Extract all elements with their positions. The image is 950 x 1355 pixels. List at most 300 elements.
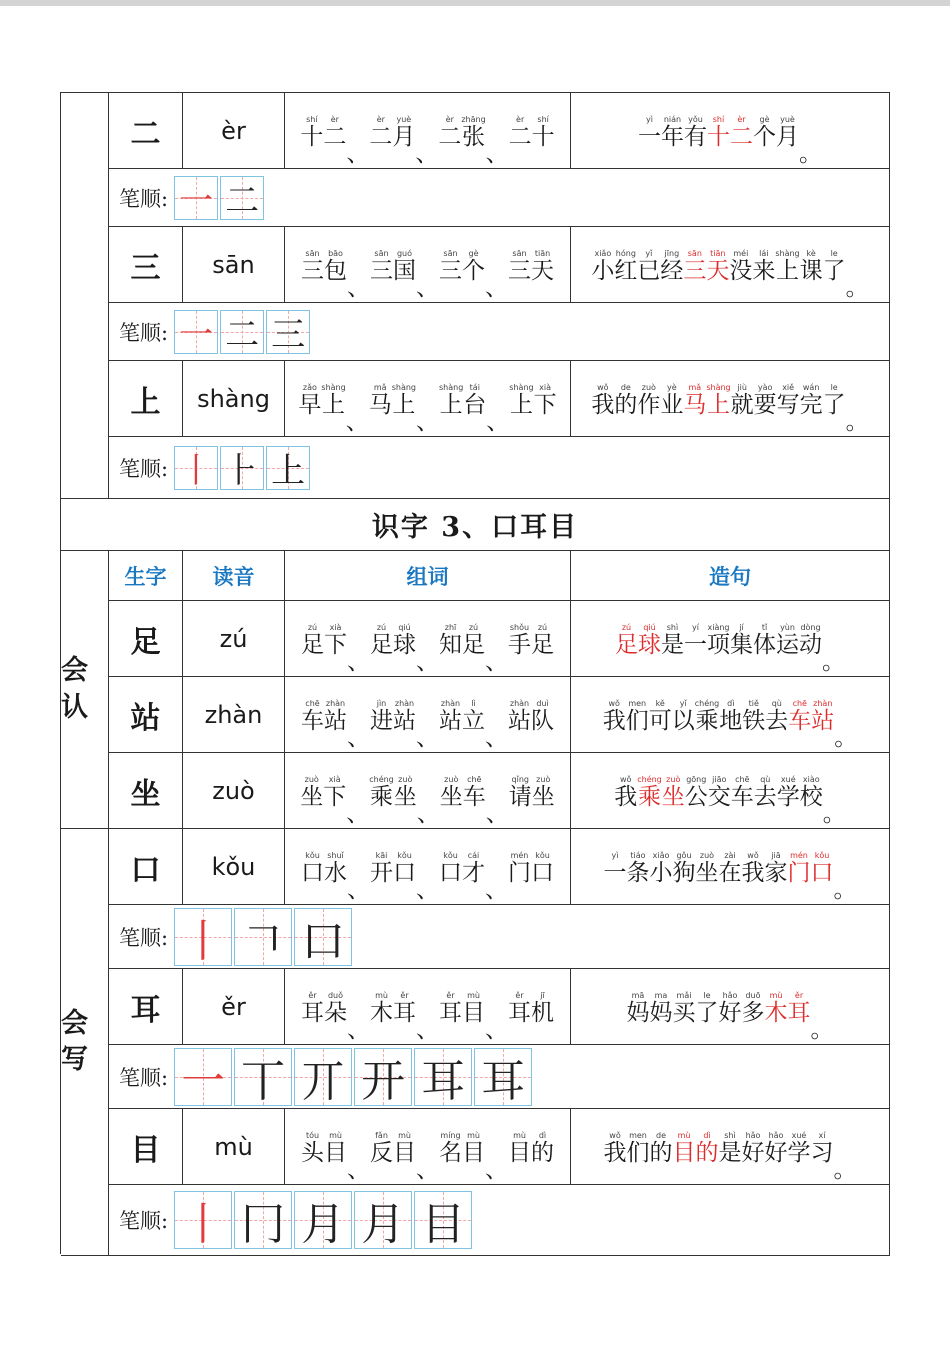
pinyin-annotation: zuò [536,774,551,784]
hanzi: 妈 [649,999,673,1026]
ruby-char [753,113,776,149]
ruby-char [531,1129,554,1165]
ruby-char [719,989,742,1025]
character-pinyin: zhàn [183,677,285,753]
hanzi: 是 [718,1139,742,1166]
pinyin-annotation: ěr [400,990,409,1000]
ruby-char [696,1129,719,1165]
ruby-char [532,113,555,149]
stroke-box [220,446,264,490]
hanzi: 坐 [661,783,685,810]
word-separator: 、 [416,725,439,751]
ruby-char [462,989,485,1025]
ruby-char [462,1129,485,1165]
ruby-char [393,247,416,283]
pinyin-annotation: mén [510,850,529,860]
ruby-char [730,621,753,657]
sentence-punctuation: 。 [833,877,857,903]
pinyin-annotation: kě [655,698,665,708]
word-list-cell [285,753,571,829]
hanzi: 个 [753,123,776,150]
pinyin-annotation: kǒu [443,850,458,860]
word-list-cell [285,677,571,753]
ruby-char [508,621,531,657]
ruby-char [301,989,324,1025]
stroke-step: 丨 [179,451,214,491]
hanzi: 站 [393,707,416,734]
ruby-char [439,697,462,733]
word-separator: 、 [485,725,508,751]
pinyin-annotation: shàng [439,382,464,392]
hanzi: 目 [672,1139,696,1166]
hanzi: 队 [531,707,554,734]
pinyin-annotation: chéng [694,698,720,708]
sentence-punctuation: 。 [799,141,822,167]
hanzi: 年 [661,123,684,150]
pinyin-annotation: míng [440,1130,461,1140]
stroke-order-row [109,1045,890,1109]
pinyin-annotation: zú [621,622,632,632]
ruby-char [614,381,637,417]
ruby-char [708,773,731,809]
stroke-order-label: 笔顺: [119,320,169,345]
sentence-cell [571,227,890,303]
pinyin-annotation: kǒu [305,850,320,860]
word-separator: 、 [416,649,439,675]
pinyin-annotation: yào [757,382,773,392]
pinyin-annotation: tiān [710,248,726,258]
ruby-char [440,773,463,809]
ruby-char [370,1129,393,1165]
character: 目 [109,1109,183,1185]
column-header: 组词 [285,551,571,601]
word-separator: 、 [416,1017,439,1043]
word-separator: 、 [485,801,509,827]
word-list-cell [285,361,571,437]
hanzi: 经 [660,257,684,284]
hanzi: 好 [718,999,742,1026]
pinyin-annotation: sān [687,248,702,258]
hanzi: 好 [764,1139,788,1166]
pinyin-annotation: cái [467,850,480,860]
hanzi: 上 [775,257,799,284]
pinyin-annotation: tǐ [761,622,768,632]
hanzi: 了 [822,257,846,284]
character-pinyin: zú [183,601,285,677]
sentence-cell [571,601,890,677]
pinyin-annotation: èr [737,114,746,124]
hanzi: 耳 [787,999,811,1026]
pinyin-annotation: jiā [771,850,781,860]
stroke-order-label: 笔顺: [119,1065,169,1090]
ruby-char [742,989,765,1025]
ruby-char [661,113,684,149]
pinyin-annotation: yuè [396,114,412,124]
pinyin-annotation: lái [759,248,769,258]
hanzi: 木 [370,999,393,1026]
pinyin-annotation: xiě [782,382,795,392]
hanzi: 我 [591,391,615,418]
hanzi: 的 [614,391,638,418]
sentence-punctuation: 。 [810,1017,834,1043]
hanzi: 写 [776,391,800,418]
stroke-box [294,1048,352,1106]
hanzi: 红 [614,257,638,284]
hanzi: 站 [439,707,462,734]
pinyin-annotation: mù [513,1130,526,1140]
hanzi: 坐 [393,783,417,810]
hanzi: 我 [602,707,626,734]
pinyin-annotation: mù [769,990,783,1000]
ruby-char [683,381,706,417]
pinyin-annotation: èr [376,114,385,124]
hanzi: 的 [695,1139,719,1166]
hanzi: 的 [649,1139,673,1166]
ruby-char [626,697,649,733]
ruby-char [685,773,708,809]
hanzi: 立 [462,707,485,734]
sentence-punctuation: 。 [822,801,846,827]
pinyin-annotation: zài [724,850,736,860]
ruby-char [461,113,485,149]
hanzi: 完 [799,391,823,418]
ruby-char [775,247,799,283]
stroke-step: 三 [271,315,306,355]
hanzi: 包 [324,257,347,284]
character-pinyin: mù [183,1109,285,1185]
sentence-cell [571,93,890,169]
ruby-char [661,621,684,657]
hanzi: 三 [683,257,707,284]
ruby-char [673,989,696,1025]
pinyin-annotation: jiù [737,382,747,392]
hanzi: 机 [531,999,554,1026]
ruby-char [370,849,393,885]
ruby-char [604,1129,627,1165]
pinyin-annotation: nián [663,114,682,124]
pinyin-annotation: men [628,698,647,708]
stroke-order-row [109,169,890,227]
pinyin-annotation: gè [468,248,479,258]
ruby-char [300,773,323,809]
ruby-char [684,113,707,149]
pinyin-annotation: dì [727,698,735,708]
stroke-box [220,176,264,220]
character: 二 [109,93,183,169]
hanzi: 小 [591,257,615,284]
stroke-step: 丨 [181,1199,226,1250]
hanzi: 是 [661,631,684,658]
hanzi: 地 [719,707,743,734]
stroke-step: 丌 [301,1055,346,1107]
ruby-char [788,989,811,1025]
word-separator: 、 [416,1157,439,1183]
hanzi: 足 [301,631,324,658]
ruby-char [673,1129,696,1165]
hanzi: 十 [300,123,324,150]
ruby-char [719,697,742,733]
stroke-box [474,1048,532,1106]
ruby-char [637,247,660,283]
hanzi: 坐 [439,783,463,810]
character-pinyin: ěr [183,969,285,1045]
stroke-box [220,310,264,354]
ruby-char [531,247,554,283]
pinyin-annotation: shì [724,1130,736,1140]
hanzi: 二 [508,123,532,150]
ruby-char [649,697,672,733]
stroke-step: 月 [301,1199,346,1250]
ruby-char [731,381,754,417]
hanzi: 可 [648,707,672,734]
character: 足 [109,601,183,677]
pinyin-annotation: wǒ [620,774,632,784]
ruby-char [392,381,416,417]
word-separator: 、 [416,801,440,827]
ruby-char [439,621,462,657]
hanzi: 项 [707,631,730,658]
ruby-char [534,381,557,417]
pinyin-annotation: xiàng [707,622,730,632]
pinyin-annotation: xiào [802,774,820,784]
stroke-order-row [109,303,890,361]
word-separator: 、 [485,1157,508,1183]
hanzi: 球 [393,631,416,658]
category-write: 会写 [61,829,109,1256]
ruby-char [462,697,485,733]
pinyin-annotation: mù [467,990,480,1000]
character: 口 [109,829,183,905]
hanzi: 二 [438,123,462,150]
ruby-char [439,849,462,885]
ruby-char [627,989,650,1025]
hanzi: 目 [462,999,485,1026]
ruby-char [438,113,461,149]
sentence-punctuation: 。 [845,409,869,435]
ruby-char [462,247,485,283]
sentence-cell [571,1109,890,1185]
hanzi: 手 [508,631,531,658]
word-separator: 、 [485,649,508,675]
stroke-order-label: 笔顺: [119,186,169,211]
hanzi: 水 [324,859,347,886]
ruby-char [591,381,614,417]
pinyin-annotation: wǒ [597,382,609,392]
pinyin-annotation: xià [328,774,341,784]
stroke-box [354,1191,412,1249]
ruby-char [662,773,685,809]
word-list-cell [285,227,571,303]
hanzi: 耳 [301,999,324,1026]
pinyin-annotation: de [620,382,631,392]
hanzi: 耳 [393,999,416,1026]
hanzi: 交 [707,783,731,810]
hanzi: 家 [764,859,788,886]
stroke-box [174,446,218,490]
hanzi: 上 [706,391,730,418]
hanzi: 课 [799,257,823,284]
hanzi: 请 [508,783,532,810]
sentence-punctuation: 。 [845,275,869,301]
ruby-char [370,697,393,733]
ruby-char [638,621,661,657]
ruby-char [742,849,765,885]
hanzi: 三 [439,257,462,284]
ruby-char [754,381,777,417]
ruby-char [650,989,673,1025]
hanzi: 马 [368,391,392,418]
pinyin-annotation: zuò [304,774,319,784]
word-separator: 、 [416,877,439,903]
ruby-char [696,989,719,1025]
pinyin-annotation: zú [537,622,548,632]
stroke-step: ⺊ [225,451,260,491]
ruby-char [531,697,554,733]
pinyin-annotation: mù [329,1130,342,1140]
ruby-char [660,381,683,417]
pinyin-annotation: zuò [444,774,459,784]
pinyin-annotation: gōng [686,774,707,784]
pinyin-annotation: jiāo [712,774,727,784]
pinyin-annotation: xiǎo [652,850,670,860]
stroke-box [234,1191,292,1249]
character-pinyin: zuò [183,753,285,829]
stroke-step: 耳 [481,1055,526,1107]
pinyin-annotation: qù [771,698,782,708]
character-pinyin: kǒu [183,829,285,905]
ruby-char [531,621,554,657]
hanzi: 乘 [637,783,661,810]
hanzi: 学 [787,1139,811,1166]
hanzi: 乘 [695,707,719,734]
pinyin-annotation: sān [305,248,320,258]
ruby-char [369,773,394,809]
ruby-char [696,849,719,885]
ruby-char [301,621,324,657]
hanzi: 一 [684,631,707,658]
pinyin-annotation: kāi [375,850,388,860]
stroke-step: 丨 [181,915,226,967]
ruby-char [765,1129,788,1165]
pinyin-annotation: èr [330,114,339,124]
pinyin-annotation: yùn [780,622,795,632]
pinyin-annotation: zú [307,622,318,632]
lesson-title: 识字 3、口耳目 [61,499,890,551]
pinyin-annotation: xué [791,1130,807,1140]
ruby-char [393,849,416,885]
pinyin-annotation: yuè [780,114,795,124]
ruby-char [393,621,416,657]
ruby-char [706,247,729,283]
hanzi: 上 [509,391,533,418]
pinyin-annotation: mù [398,1130,411,1140]
hanzi: 三 [301,257,324,284]
hanzi: 站 [324,707,347,734]
left-margin-column [61,93,109,499]
stroke-box [234,1048,292,1106]
ruby-char [637,773,662,809]
pinyin-annotation: wǒ [609,1130,621,1140]
ruby-char [462,849,485,885]
ruby-char [753,621,776,657]
hanzi: 妈 [626,999,650,1026]
hanzi: 我 [614,783,638,810]
ruby-char [777,381,800,417]
ruby-char [754,773,777,809]
stroke-box [266,310,310,354]
character-table [60,92,890,1254]
hanzi: 业 [660,391,684,418]
pinyin-annotation: wǒ [608,698,620,708]
character: 上 [109,361,183,437]
hanzi: 有 [684,123,707,150]
hanzi: 知 [439,631,462,658]
stroke-step: 一 [179,315,214,355]
pinyin-annotation: zhàn [509,698,530,708]
hanzi: 就 [730,391,754,418]
ruby-char [765,849,788,885]
pinyin-annotation: mǎi [676,990,692,1000]
ruby-char [800,773,823,809]
hanzi: 在 [718,859,742,886]
hanzi: 目 [508,1139,531,1166]
hanzi: 坐 [300,783,324,810]
pinyin-annotation: mù [375,990,388,1000]
hanzi: 开 [370,859,393,886]
word-separator: 、 [485,275,508,301]
hanzi: 十 [531,123,555,150]
word-separator: 、 [347,1017,370,1043]
ruby-char [788,1129,811,1165]
pinyin-annotation: jī [540,990,545,1000]
hanzi: 我 [603,1139,627,1166]
ruby-char [683,247,706,283]
ruby-char [811,1129,834,1165]
pinyin-annotation: tóu [305,1130,320,1140]
stroke-step: 上 [271,451,306,491]
hanzi: 名 [439,1139,462,1166]
ruby-char [508,989,531,1025]
hanzi: 一 [603,859,627,886]
ruby-char [615,621,638,657]
ruby-char [509,773,532,809]
pinyin-annotation: chéng [369,774,394,784]
pinyin-annotation: duǒ [327,990,344,1000]
hanzi: 上 [322,391,346,418]
word-list-cell [285,969,571,1045]
pinyin-annotation: men [629,1130,647,1140]
word-separator: 、 [347,725,370,751]
stroke-box [294,908,352,966]
hanzi: 反 [370,1139,393,1166]
ruby-char [301,697,324,733]
stroke-order-label: 笔顺: [119,456,169,481]
hanzi: 我 [741,859,765,886]
pinyin-annotation: xià [329,622,342,632]
hanzi: 二 [730,123,753,150]
hanzi: 个 [462,257,485,284]
hanzi: 车 [788,707,812,734]
word-separator: 、 [347,649,370,675]
pinyin-annotation: ěr [515,990,524,1000]
ruby-char [298,381,321,417]
hanzi: 了 [822,391,846,418]
pinyin-annotation: tiān [534,248,551,258]
ruby-char [776,621,799,657]
stroke-box [354,1048,412,1106]
ruby-char [742,697,765,733]
hanzi: 站 [508,707,531,734]
